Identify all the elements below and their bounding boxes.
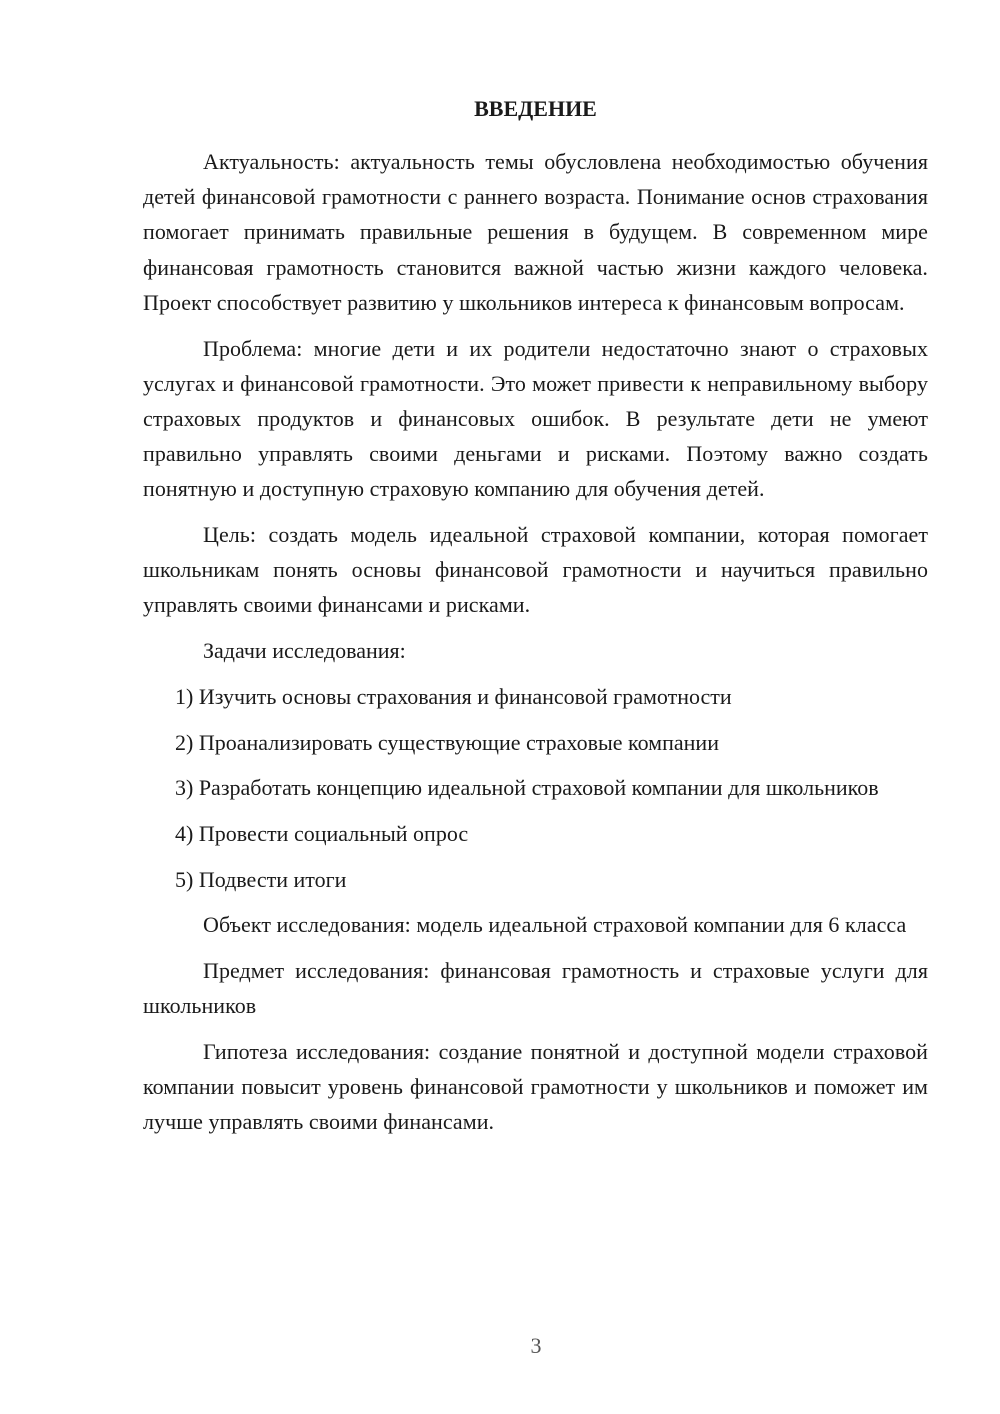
paragraph-hypothesis: Гипотеза исследования: создание понятной и доступной модели страховой компании повысит уровень финансовой грамотности у школьников и поможет им лучше управлять своими финансами. [143, 1038, 928, 1135]
page-title: ВВЕДЕНИЕ [474, 96, 597, 121]
task-item-1: 1) Изучить основы страхования и финансовой грамотности [175, 683, 732, 709]
tasks-heading: Задачи исследования: [203, 638, 406, 664]
paragraph-subject: Предмет исследования: финансовая грамотность и страховые услуги для школьников [143, 958, 928, 1019]
task-item-2: 2) Проанализировать существующие страховые компании [175, 729, 719, 755]
paragraph-relevance: Актуальность: актуальность темы обусловлена необходимостью обучения детей финансовой грамотности с раннего возраста. Понимание основ страхования помогает принимать правильные решения в будущем. В современном мире финансовая грамотность становится важной частью жизни каждого человека. Проект способствует развитию у школьников интереса к финансовым вопросам. [143, 149, 928, 315]
document-page [143, 92, 928, 1150]
task-item-3: 3) Разработать концепцию идеальной страховой компании для школьников [175, 775, 879, 801]
task-item-5: 5) Подвести итоги [175, 866, 347, 892]
paragraph-problem: Проблема: многие дети и их родители недостаточно знают о страховых услугах и финансовой грамотности. Это может привести к неправильному выбору страховых продуктов и финансовых ошибок. В результате дети не умеют правильно управлять своими деньгами и рисками. Поэтому важно создать понятную и доступную страховую компанию для обучения детей. [143, 335, 928, 502]
page-number: 3 [530, 1333, 542, 1358]
task-item-4: 4) Провести социальный опрос [175, 820, 469, 846]
paragraph-object: Объект исследования: модель идеальной страховой компании для 6 класса [203, 912, 907, 938]
paragraph-goal: Цель: создать модель идеальной страховой компании, которая помогает школьникам понять основы финансовой грамотности и научиться правильно управлять своими финансами и рисками. [143, 522, 928, 618]
